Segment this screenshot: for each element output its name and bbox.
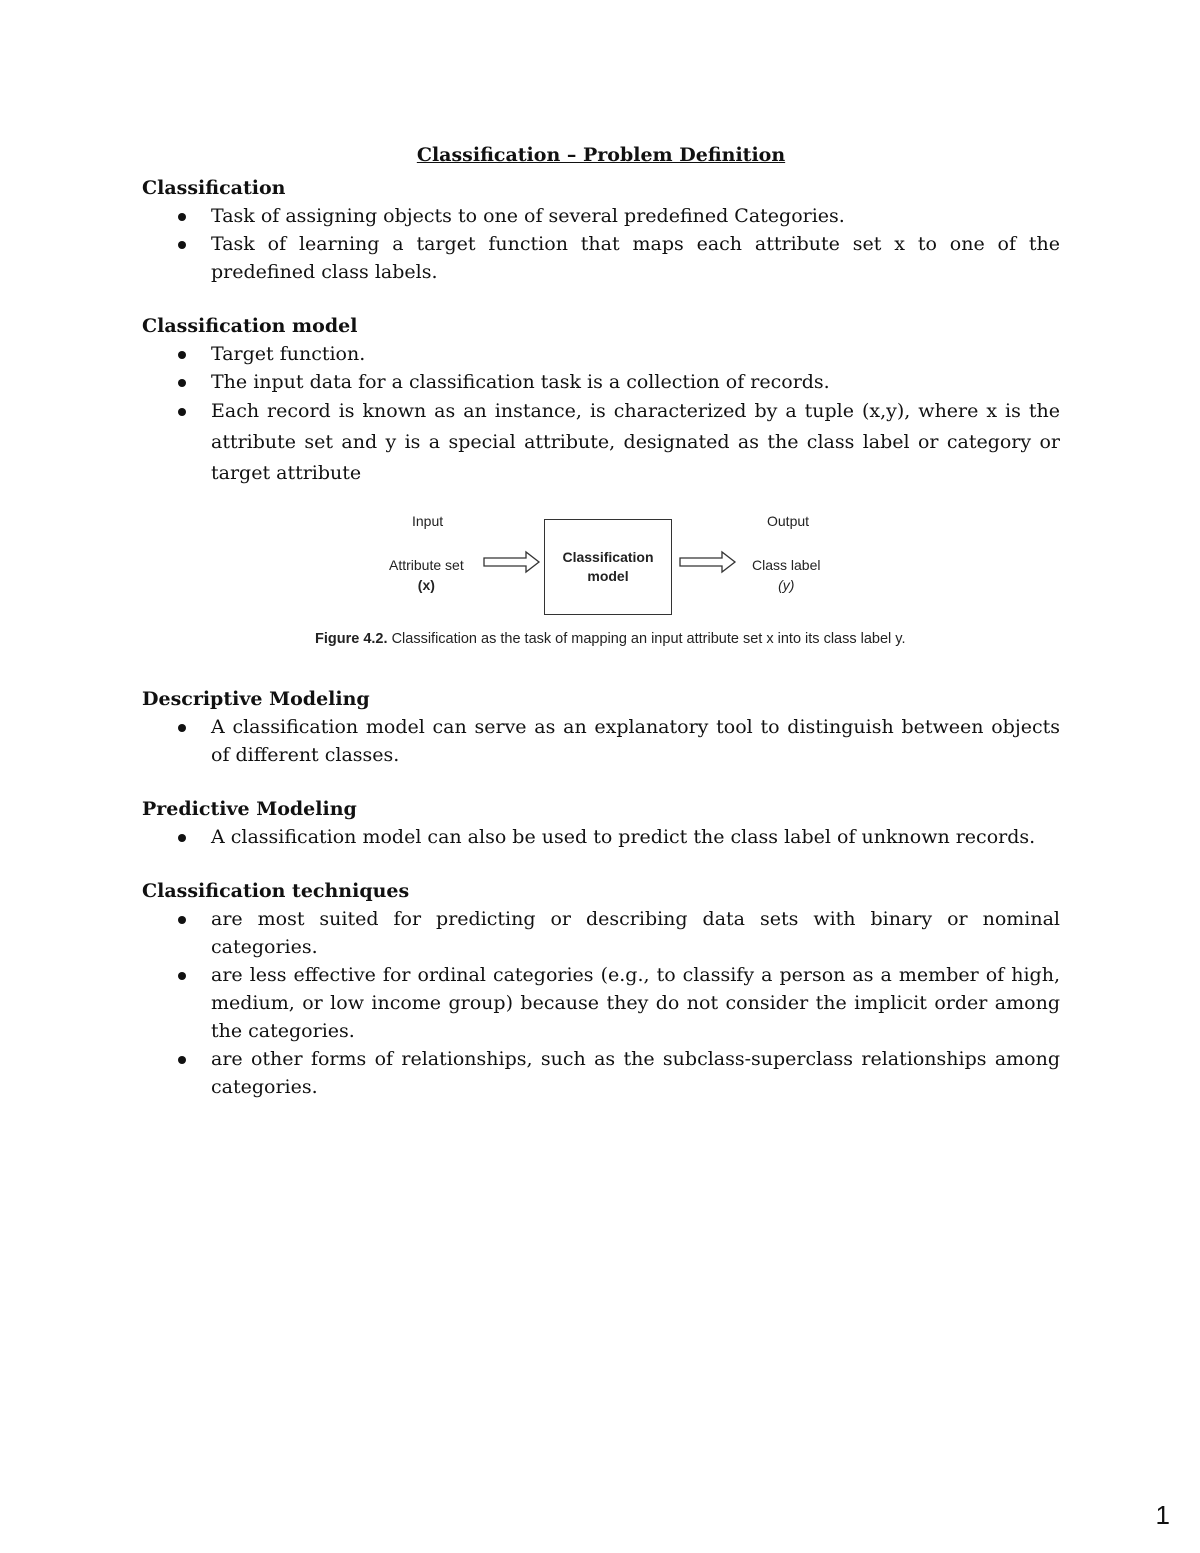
document-page	[142, 140, 1060, 1101]
list-item: A classification model can also be used to predict the class label of unknown records.	[142, 823, 1060, 851]
classification-model-box: Classification model	[544, 519, 672, 615]
descriptive-list	[142, 713, 1060, 769]
classification-figure	[142, 511, 1060, 671]
bullet-icon	[178, 1056, 186, 1064]
bullet-icon	[178, 213, 186, 221]
bullet-icon	[178, 724, 186, 732]
bullet-icon	[178, 972, 186, 980]
list-item: are most suited for predicting or describing data sets with binary or nominal categories.	[142, 905, 1060, 961]
bullet-icon	[178, 379, 186, 387]
section-heading-model: Classification model	[142, 315, 358, 337]
figure-caption: Figure 4.2. Classification as the task of mapping an input attribute set x into its class label y.	[315, 631, 906, 647]
page-title: Classification – Problem Definition	[416, 144, 786, 166]
output-arrow-icon	[678, 549, 738, 575]
section-heading-classification: Classification	[142, 177, 286, 199]
list-item: are other forms of relationships, such as the subclass-superclass relationships among categories.	[142, 1045, 1060, 1101]
model-list	[142, 340, 1060, 489]
list-item: Target function.	[142, 340, 1060, 368]
bullet-icon	[178, 351, 186, 359]
input-arrow-icon	[482, 549, 542, 575]
figure-input-label: Input	[412, 513, 444, 529]
list-item: are less effective for ordinal categories (e.g., to classify a person as a member of high, medium, or low income group) because they do not consider the implicit order among the categories.	[142, 961, 1060, 1045]
list-item: Each record is known as an instance, is characterized by a tuple (x,y), where x is the attribute set and y is a special attribute, designated as the class label or category or target attribute	[142, 396, 1060, 489]
figure-class-label: Class label (y)	[752, 557, 821, 593]
figure-output-label: Output	[767, 513, 810, 529]
techniques-list	[142, 905, 1060, 1101]
list-item: Task of learning a target function that maps each attribute set x to one of the predefined class labels.	[142, 230, 1060, 286]
section-heading-techniques: Classification techniques	[142, 880, 410, 902]
bullet-icon	[178, 241, 186, 249]
bullet-icon	[178, 916, 186, 924]
figure-attribute-set: Attribute set (x)	[389, 557, 464, 593]
list-item: Task of assigning objects to one of several predefined Categories.	[142, 202, 1060, 230]
list-item: The input data for a classification task is a collection of records.	[142, 368, 1060, 396]
predictive-list	[142, 823, 1060, 851]
bullet-icon	[178, 408, 186, 416]
section-heading-descriptive: Descriptive Modeling	[142, 688, 370, 710]
bullet-icon	[178, 834, 186, 842]
section-heading-predictive: Predictive Modeling	[142, 798, 357, 820]
list-item: A classification model can serve as an explanatory tool to distinguish between objects of different classes.	[142, 713, 1060, 769]
page-number: 1	[1155, 1500, 1170, 1530]
classification-list	[142, 202, 1060, 286]
